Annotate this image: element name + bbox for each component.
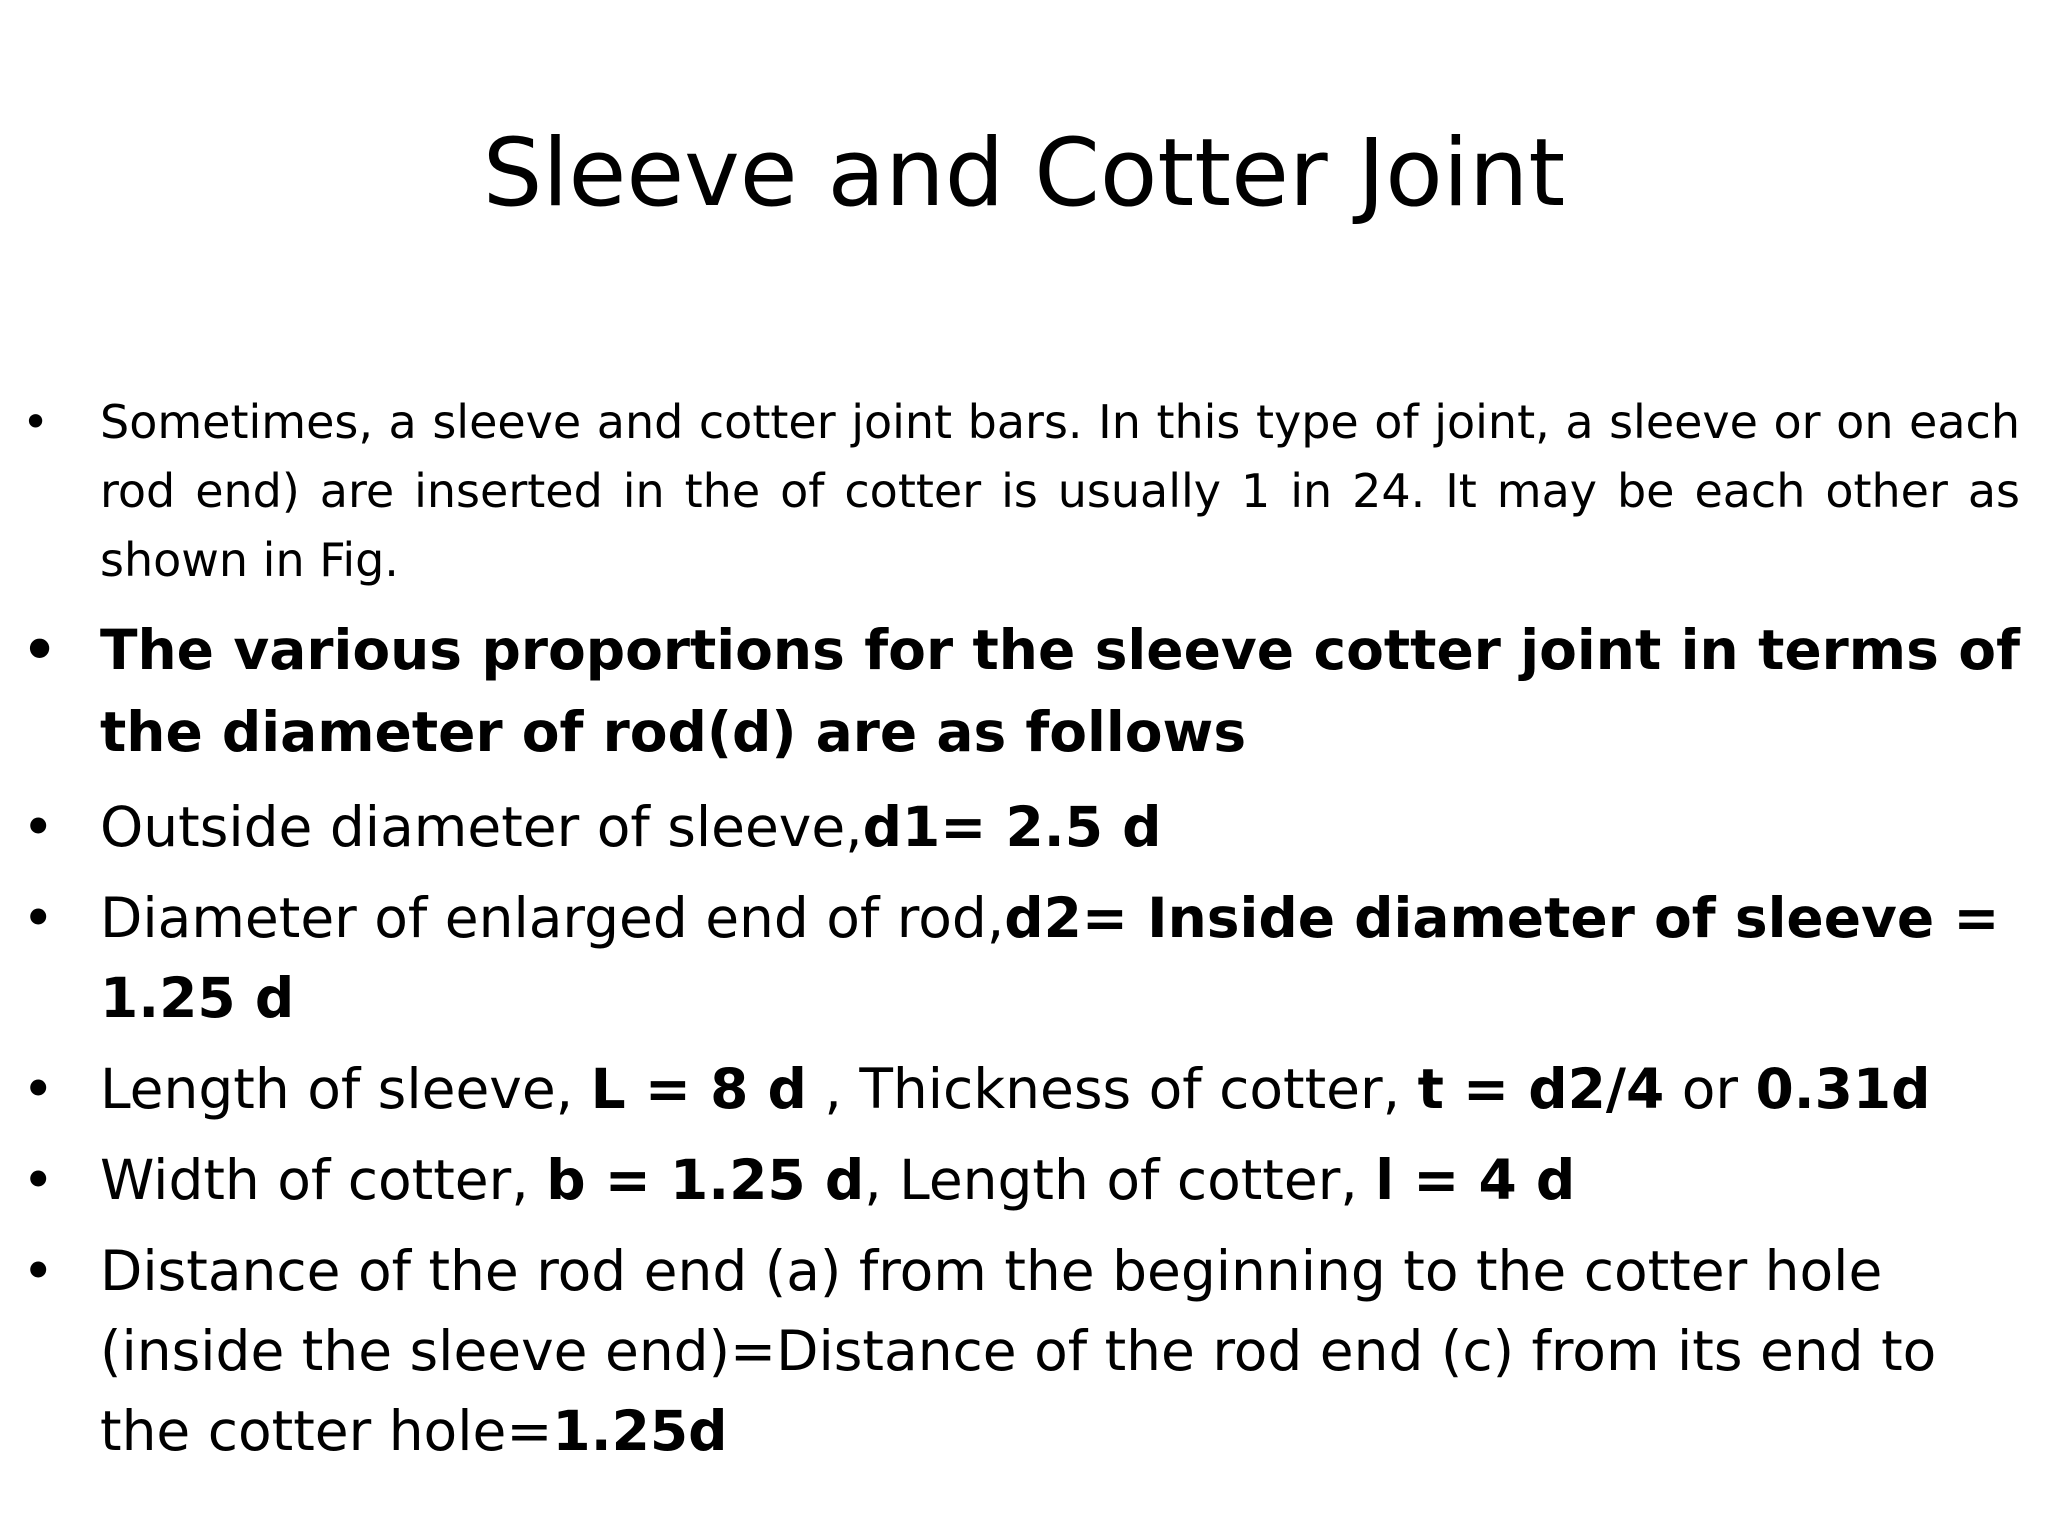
bullet-item xyxy=(22,1049,2020,1129)
bullet-text xyxy=(100,878,2020,1038)
bullet-text: Sometimes, a sleeve and cotter joint bars. In this type of joint, a sleeve or on each rod end) are inserted in the of cotter is usually 1 in 24. It may be each other as shown in Fig. xyxy=(100,395,2020,587)
bullet-list xyxy=(22,388,2020,1482)
bullet-formula: t = d2/4 xyxy=(1417,1057,1665,1121)
bullet-formula: 1.25d xyxy=(552,1399,728,1463)
bullet-text xyxy=(100,787,2020,867)
bullet-icon: • xyxy=(22,1148,55,1212)
bullet-text-part: Distance of the rod end (a) from the beginning to the cotter hole (inside the sleeve end)=Distance of the rod end (c) from its end to the cotter hole= xyxy=(100,1239,1937,1463)
bullet-icon: • xyxy=(22,618,58,682)
bullet-item xyxy=(22,609,2020,773)
slide-title: Sleeve and Cotter Joint xyxy=(482,119,1566,228)
bullet-icon: • xyxy=(22,1057,55,1121)
bullet-item xyxy=(22,787,2020,867)
bullet-formula: 0.31d xyxy=(1755,1057,1931,1121)
bullet-icon: • xyxy=(22,886,55,950)
bullet-item xyxy=(22,388,2020,595)
bullet-text-part: Outside diameter of sleeve, xyxy=(100,795,863,859)
bullet-formula: d1= 2.5 d xyxy=(862,795,1162,859)
bullet-text-part: Diameter of enlarged end of rod, xyxy=(100,886,1005,950)
bullet-icon: • xyxy=(22,395,50,449)
bullet-text xyxy=(100,1049,2020,1129)
bullet-formula: d2= Inside diameter of sleeve = 1.25 d xyxy=(100,886,2000,1030)
bullet-item xyxy=(22,1140,2020,1220)
bullet-formula: l = 4 d xyxy=(1375,1148,1576,1212)
bullet-text-part: Length of sleeve, xyxy=(100,1057,591,1121)
bullet-formula: b = 1.25 d xyxy=(546,1148,865,1212)
bullet-icon: • xyxy=(22,1239,55,1303)
bullet-text xyxy=(100,1140,2020,1220)
bullet-text-part: , Thickness of cotter, xyxy=(806,1057,1418,1121)
bullet-text-part: Width of cotter, xyxy=(100,1148,547,1212)
bullet-item xyxy=(22,878,2020,1038)
bullet-text-part: or xyxy=(1664,1057,1756,1121)
bullet-text: The various proportions for the sleeve cotter joint in terms of the diameter of rod(d) are as follows xyxy=(100,618,2020,764)
bullet-text xyxy=(100,1231,2020,1471)
bullet-icon: • xyxy=(22,795,55,859)
bullet-item xyxy=(22,1231,2020,1471)
bullet-formula: L = 8 d xyxy=(590,1057,807,1121)
bullet-text-part: , Length of cotter, xyxy=(864,1148,1376,1212)
